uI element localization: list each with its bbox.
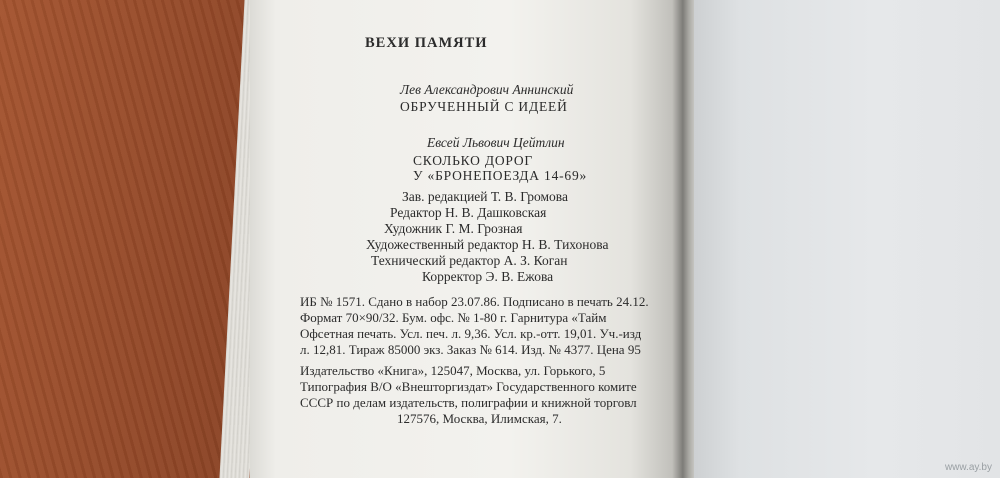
book-right-page	[694, 0, 1000, 478]
credit-art-editor: Художественный редактор Н. В. Тихонова	[366, 237, 609, 252]
book-title: ВЕХИ ПАМЯТИ	[365, 35, 488, 51]
imprint-line-3: Офсетная печать. Усл. печ. л. 9,36. Усл. кр.-отт. 19,01. Уч.-изд	[300, 326, 642, 341]
author-1: Лев Александрович Аннинский	[400, 82, 574, 97]
watermark: www.ay.by	[944, 462, 992, 473]
work-2-title-line1: СКОЛЬКО ДОРОГ	[413, 153, 534, 168]
book-gutter	[672, 0, 696, 478]
credit-proofreader: Корректор Э. В. Ежова	[422, 269, 554, 284]
credit-technical-editor: Технический редактор А. З. Коган	[371, 253, 568, 268]
imprint-line-4: л. 12,81. Тираж 85000 экз. Заказ № 614. Изд. № 4377. Цена 95	[300, 342, 641, 357]
publisher-line-3: СССР по делам издательств, полиграфии и книжной торговл	[300, 395, 637, 410]
publisher-line-1: Издательство «Книга», 125047, Москва, ул. Горького, 5	[300, 363, 606, 378]
imprint-line-2: Формат 70×90/32. Бум. офс. № 1-80 г. Гарнитура «Тайм	[300, 310, 607, 325]
credit-artist: Художник Г. М. Грозная	[384, 221, 523, 236]
credit-managing-editor: Зав. редакцией Т. В. Громова	[402, 189, 568, 204]
work-2-title-line2: У «БРОНЕПОЕЗДА 14-69»	[413, 168, 588, 183]
author-2: Евсей Львович Цейтлин	[427, 135, 565, 150]
imprint-line-1: ИБ № 1571. Сдано в набор 23.07.86. Подписано в печать 24.12.	[300, 294, 649, 309]
publisher-line-4: 127576, Москва, Илимская, 7.	[397, 411, 562, 426]
credit-editor: Редактор Н. В. Дашковская	[390, 205, 547, 220]
publisher-line-2: Типография В/О «Внешторгиздат» Государственного комите	[300, 379, 637, 394]
work-1-title: ОБРУЧЕННЫЙ С ИДЕЕЙ	[400, 99, 568, 114]
